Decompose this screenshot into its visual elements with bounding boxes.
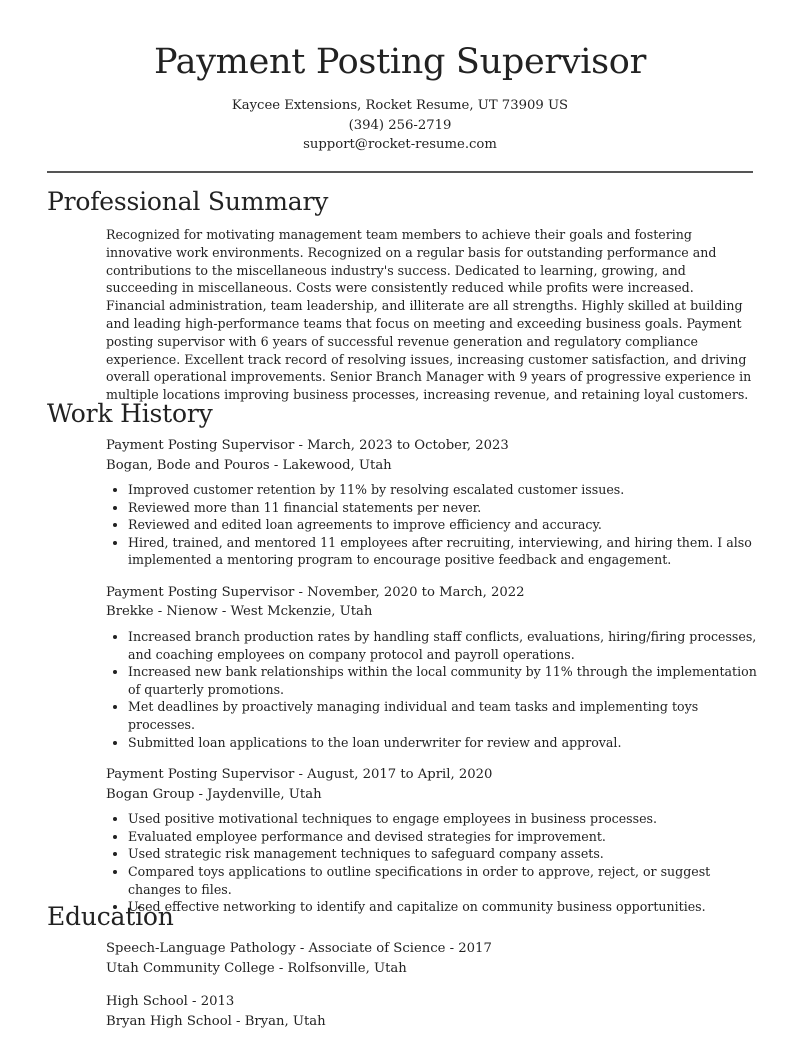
- job-bullets: [0, 628, 800, 751]
- job-bullet: • Met deadlines by proactively managing individual and team tasks and implementing toys processes.: [128, 698, 760, 733]
- job-bullet: • Reviewed and edited loan agreements to improve efficiency and accuracy.: [128, 516, 760, 534]
- job-entry: [0, 765, 800, 916]
- education-entry: [0, 939, 800, 978]
- job-bullet: • Reviewed more than 11 financial statements per never.: [128, 499, 760, 517]
- job-bullet: • Evaluated employee performance and devised strategies for improvement.: [128, 828, 760, 846]
- education-degree: High School - 2013: [106, 994, 235, 1009]
- job-bullet: • Used positive motivational techniques to engage employees in business processes.: [128, 810, 760, 828]
- job-company: Bogan, Bode and Pouros - Lakewood, Utah: [106, 457, 392, 473]
- education-school: Utah Community College - Rolfsonville, Utah: [106, 960, 407, 976]
- job-entry: [0, 436, 800, 569]
- job-bullet: • Submitted loan applications to the loan underwriter for review and approval.: [128, 734, 760, 752]
- summary-text: Recognized for motivating management team members to achieve their goals and fostering innovative work environments. Recognized on a regular basis for outstanding performance and contributions to the miscellaneous industry's success. Dedicated to learning, growing, and succeeding in miscellaneous. Costs were consistently reduced while profits were increased. Financial administration, team leadership, and illiterate are all strengths. Highly skilled at building and leading high-performance teams that focus on meeting and exceeding business goals. Payment posting supervisor with 6 years of successful revenue generation and regulatory compliance experience. Excellent track record of resolving issues, increasing customer satisfaction, and driving overall operational improvements. Senior Branch Manager with 9 years of progressive experience in multiple locations improving business processes, increasing revenue, and retaining loyal customers.: [106, 227, 752, 403]
- job-bullet: • Hired, trained, and mentored 11 employees after recruiting, interviewing, and hiring them. I also implemented a mentoring program to encourage positive feedback and engagement.: [128, 534, 760, 569]
- job-heading: Payment Posting Supervisor - August, 2017 to April, 2020: [106, 767, 493, 783]
- contact-address: Kaycee Extensions, Rocket Resume, UT 73909 US: [231, 98, 569, 113]
- resume-title: Payment Posting Supervisor: [153, 42, 647, 82]
- job-bullets: [0, 481, 800, 569]
- job-heading: Payment Posting Supervisor - November, 2020 to March, 2022: [106, 584, 525, 600]
- job-bullets: [0, 810, 800, 916]
- job-bullet: • Compared toys applications to outline specifications in order to approve, reject, or suggest changes to files.: [128, 863, 760, 898]
- education-heading: Education: [47, 902, 174, 931]
- resume-header: [0, 0, 800, 173]
- education-degree: Speech-Language Pathology - Associate of Science - 2017: [106, 941, 492, 956]
- education-entry: [0, 992, 800, 1031]
- job-company: Bogan Group - Jaydenville, Utah: [106, 786, 322, 802]
- education-school: Bryan High School - Bryan, Utah: [106, 1013, 326, 1029]
- job-company: Brekke - Nienow - West Mckenzie, Utah: [106, 604, 373, 620]
- job-bullet: • Improved customer retention by 11% by resolving escalated customer issues.: [128, 481, 760, 499]
- education-section: [0, 901, 800, 1045]
- job-bullet: • Increased branch production rates by handling staff conflicts, evaluations, hiring/firing processes, and coaching employees on company protocol and payroll operations.: [128, 628, 760, 663]
- job-bullet: • Used effective networking to identify and capitalize on community business opportunities.: [128, 898, 760, 916]
- work-history-section: [0, 398, 800, 930]
- contact-phone: (394) 256-2719: [348, 117, 452, 133]
- job-bullet: • Used strategic risk management techniques to safeguard company assets.: [128, 845, 760, 863]
- job-entry: [0, 583, 800, 751]
- summary-heading: Professional Summary: [47, 187, 329, 216]
- contact-block: [0, 96, 800, 155]
- work-history-heading: Work History: [47, 399, 213, 428]
- header-divider: [47, 171, 753, 173]
- job-bullet: • Increased new bank relationships within the local community by 11% through the implementation of quarterly promotions.: [128, 663, 760, 698]
- contact-email: support@rocket-resume.com: [303, 137, 497, 152]
- job-heading: Payment Posting Supervisor - March, 2023 to October, 2023: [106, 438, 509, 453]
- summary-section: [0, 186, 800, 404]
